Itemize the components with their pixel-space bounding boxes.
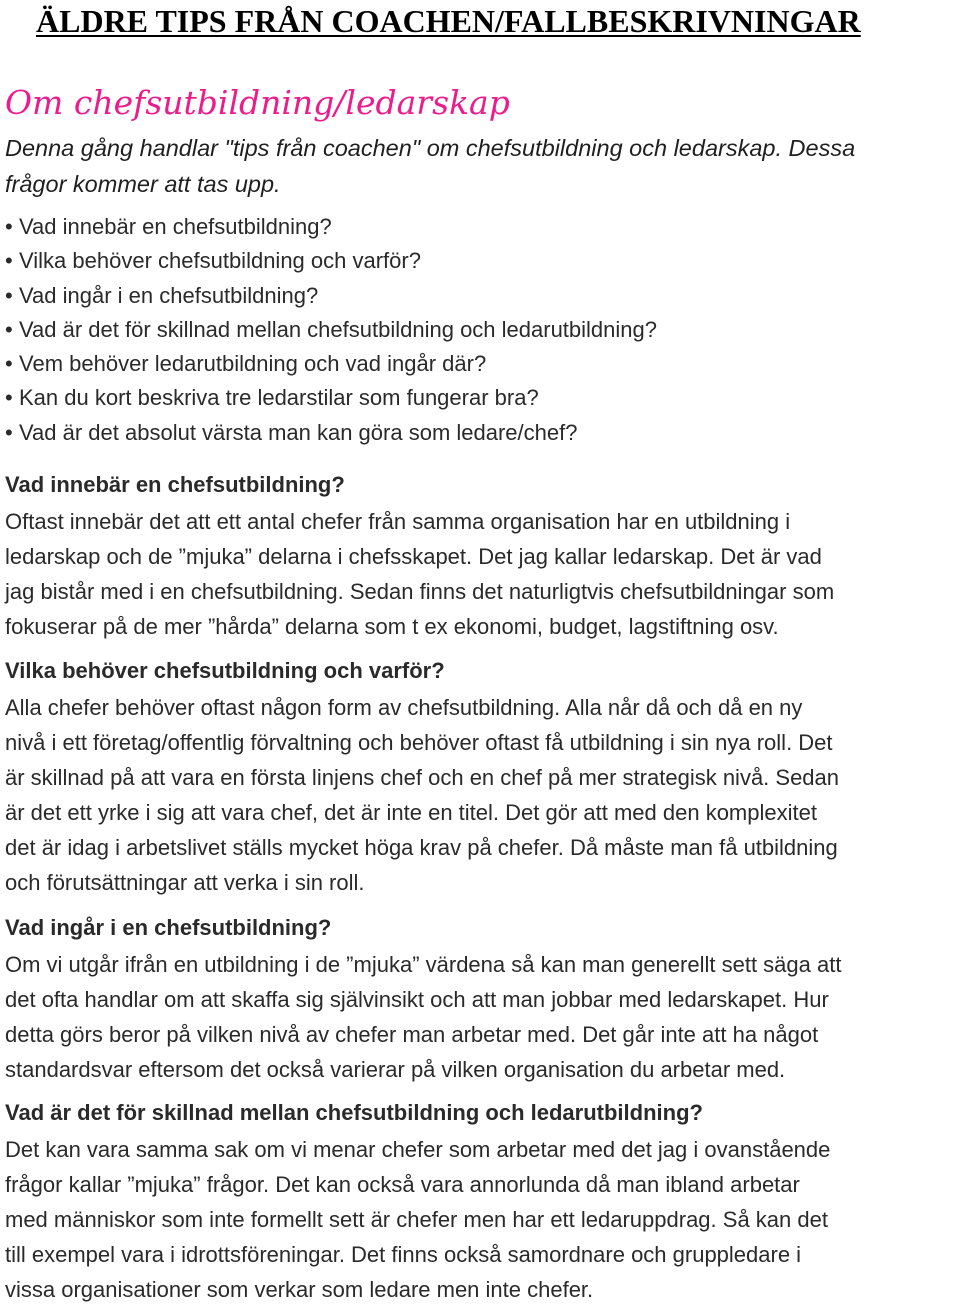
bullet-icon: • xyxy=(5,419,13,445)
bullet-icon: • xyxy=(5,282,13,308)
question-item xyxy=(5,416,657,450)
question-text: Vad är det absolut värsta man kan göra som ledare/chef? xyxy=(19,419,578,445)
question-item xyxy=(5,244,657,278)
body-line: det ofta handlar om att skaffa sig självinsikt och att man jobbar med ledarskapet. Hur xyxy=(5,987,829,1012)
section-vilka-behover xyxy=(5,656,960,900)
body-line: ledarskap och de ”mjuka” delarna i chefsskapet. Det jag kallar ledarskap. Det är vad xyxy=(5,544,822,569)
question-text: Vem behöver ledarutbildning och vad ingår där? xyxy=(19,351,487,377)
body-line: Det kan vara samma sak om vi menar chefer som arbetar med det jag i ovanstående xyxy=(5,1137,831,1162)
intro-line: frågor kommer att tas upp. xyxy=(5,171,281,197)
question-item xyxy=(5,210,657,244)
body-line: vissa organisationer som verkar som ledare men inte chefer. xyxy=(5,1277,594,1302)
bullet-icon: • xyxy=(5,385,13,411)
body-line: frågor kallar ”mjuka” frågor. Det kan också vara annorlunda då man ibland arbetar xyxy=(5,1172,800,1197)
question-item xyxy=(5,347,657,381)
question-text: Kan du kort beskriva tre ledarstilar som fungerar bra? xyxy=(19,385,539,411)
section-heading: Vad är det för skillnad mellan chefsutbildning och ledarutbildning? xyxy=(5,1100,703,1125)
body-line: Alla chefer behöver oftast någon form av chefsutbildning. Alla når då och då en ny xyxy=(5,695,803,720)
section-vad-ingar xyxy=(5,913,960,1087)
bullet-icon: • xyxy=(5,351,13,377)
section-heading: Vad innebär en chefsutbildning? xyxy=(5,472,345,497)
question-text: Vad ingår i en chefsutbildning? xyxy=(19,282,319,308)
article-subtitle: Om chefsutbildning/ledarskap xyxy=(5,83,510,122)
intro-paragraph xyxy=(5,130,935,202)
body-line: nivå i ett företag/offentlig förvaltning och behöver oftast få utbildning i sin nya roll. Det xyxy=(5,730,833,755)
body-line: det är idag i arbetslivet ställs mycket höga krav på chefer. Då måste man få utbildning xyxy=(5,835,838,860)
section-skillnad xyxy=(5,1098,960,1307)
body-line: detta görs beror på vilken nivå av chefer man arbetar med. Det går inte att ha något xyxy=(5,1022,819,1047)
question-text: Vad är det för skillnad mellan chefsutbildning och ledarutbildning? xyxy=(19,316,657,342)
bullet-icon: • xyxy=(5,248,13,274)
section-chefsutbildning xyxy=(5,470,960,644)
question-item xyxy=(5,279,657,313)
body-line: till exempel vara i idrottsföreningar. Det finns också samordnare och gruppledare i xyxy=(5,1242,802,1267)
question-text: Vad innebär en chefsutbildning? xyxy=(19,214,332,239)
body-line: Oftast innebär det att ett antal chefer från samma organisation har en utbildning i xyxy=(5,509,791,534)
body-line: med människor som inte formellt sett är chefer men har ett ledaruppdrag. Så kan det xyxy=(5,1207,828,1232)
body-line: standardsvar eftersom det också varierar på vilken organisation du arbetar med. xyxy=(5,1057,786,1082)
question-item xyxy=(5,381,657,415)
body-line: är det ett yrke i sig att vara chef, det är inte en titel. Det gör att med den komplexitet xyxy=(5,800,817,825)
page-title: ÄLDRE TIPS FRÅN COACHEN/FALLBESKRIVNINGAR xyxy=(36,3,861,39)
section-body xyxy=(5,690,960,900)
body-line: är skillnad på att vara en första linjens chef och en chef på mer strategisk nivå. Sedan xyxy=(5,765,840,790)
body-line: fokuserar på de mer ”hårda” delarna som t ex ekonomi, budget, lagstiftning osv. xyxy=(5,614,779,639)
body-line: jag bistår med i en chefsutbildning. Sedan finns det naturligtvis chefsutbildningar som xyxy=(5,579,835,604)
intro-line: Denna gång handlar "tips från coachen" om chefsutbildning och ledarskap. Dessa xyxy=(5,135,856,161)
question-item xyxy=(5,313,657,347)
body-line: Om vi utgår ifrån en utbildning i de ”mjuka” värdena så kan man generellt sett säga att xyxy=(5,952,842,977)
question-text: Vilka behöver chefsutbildning och varför? xyxy=(19,248,421,274)
bullet-icon: • xyxy=(5,214,13,239)
section-body xyxy=(5,1132,960,1307)
section-body xyxy=(5,504,960,644)
section-body xyxy=(5,947,960,1087)
bullet-icon: • xyxy=(5,316,13,342)
section-heading: Vilka behöver chefsutbildning och varför? xyxy=(5,658,445,683)
question-list xyxy=(5,210,657,450)
body-line: och förutsättningar att verka i sin roll. xyxy=(5,870,365,895)
section-heading: Vad ingår i en chefsutbildning? xyxy=(5,915,332,940)
